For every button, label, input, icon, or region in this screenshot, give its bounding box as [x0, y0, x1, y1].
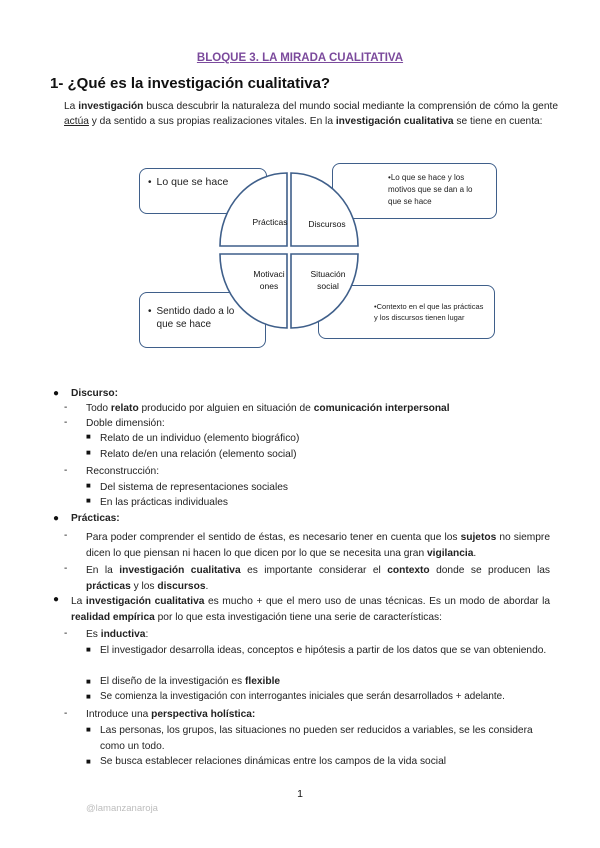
cualitativa-paragraph: La investigación cualitativa es mucho + que el mero uso de unas técnicas. Es un modo de abordar la realidad empírica por lo que esta investigación tiene una serie de características: [71, 596, 550, 623]
square-bullet: ■ [86, 725, 91, 734]
square-bullet: ■ [86, 645, 91, 654]
label-practicas: Prácticas [252, 217, 288, 227]
square-bullet: ■ [86, 677, 91, 686]
square-bullet: ■ [86, 757, 91, 766]
section-heading: 1- ¿Qué es la investigación cualitativa? [50, 75, 331, 92]
inductiva-sub-3: Se comienza la investigación con interrogantes iniciales que serán desarrollados + adelante. [100, 691, 505, 702]
square-bullet: ■ [86, 692, 91, 701]
box-lo-que-se-hace: • Lo que se hace [139, 168, 267, 214]
watermark: @lamanzanaroja [86, 803, 158, 814]
cycle-diagram [218, 172, 360, 331]
quadrant-practicas [220, 173, 287, 246]
dash: - [64, 563, 68, 574]
discurso-sub-4: En las prácticas individuales [100, 497, 228, 508]
practicas-label: Prácticas: [71, 513, 120, 524]
discurso-sub-1: Relato de un individuo (elemento biográfico) [100, 433, 300, 444]
label-discursos: Discursos [308, 219, 346, 229]
holistica-sub-2: Se busca establecer relaciones dinámicas entre los campos de la vida social [100, 756, 446, 767]
holistica-item: Introduce una perspectiva holística: [86, 709, 256, 720]
square-bullet: ■ [86, 496, 91, 505]
dash: - [64, 465, 68, 476]
inductiva-item: Es inductiva: [86, 629, 149, 640]
dash: - [64, 628, 68, 639]
discurso-sub-3: Del sistema de representaciones sociales [100, 482, 288, 493]
inductiva-sub-2: El diseño de la investigación es flexible [100, 676, 281, 687]
inductiva-sub-1: El investigador desarrolla ideas, conceptos e hipótesis a partir de los datos que se van obteniendo. [100, 645, 547, 656]
box-sentido-dado: • Sentido dado a lo que se hace [139, 292, 266, 348]
dash: - [64, 417, 68, 428]
square-bullet: ■ [86, 432, 91, 441]
square-bullet: ■ [86, 481, 91, 490]
document-title: BLOQUE 3. LA MIRADA CUALITATIVA [196, 52, 404, 64]
dash: - [64, 402, 68, 413]
discurso-item-2: Doble dimensión: [86, 418, 165, 429]
holistica-sub-1: Las personas, los grupos, las situaciones no pueden ser reducidos a variables, se les considera como un todo. [100, 725, 533, 752]
dash: - [64, 708, 68, 719]
bullet: ● [53, 513, 60, 524]
quadrant-discursos [291, 173, 358, 246]
square-bullet: ■ [86, 448, 91, 457]
page-number: 1 [297, 788, 303, 800]
box-lo-que-se-hace-y-motivos: •Lo que se hace y los motivos que se dan a lo que se hace [332, 163, 497, 219]
discurso-label: Discurso: [71, 388, 118, 399]
discurso-sub-2: Relato de/en una relación (elemento social) [100, 449, 297, 460]
practicas-item-2: En la investigación cualitativa es importante considerar el contexto donde se producen las prácticas y los discursos. [86, 565, 550, 592]
practicas-item-1: Para poder comprender el sentido de éstas, es necesario tener en cuenta que los sujetos no siempre dicen lo que piensan ni hacen lo que dicen por lo que se necesita una gran vigilancia. [86, 532, 550, 559]
label-motivaciones: Motivaci ones [253, 269, 285, 291]
bullet: ● [53, 594, 60, 605]
label-situacion-social: Situación social [310, 269, 346, 291]
discurso-item-1: Todo relato producido por alguien en situación de comunicación interpersonal [86, 403, 450, 414]
intro-paragraph: La investigación busca descubrir la naturaleza del mundo social mediante la comprensión de cómo la gente actúa y da sentido a sus propias realizaciones vitales. En la investigación cualitativa se tiene en cuenta: [64, 101, 558, 127]
box-contexto: •Contexto en el que las prácticas y los discursos tienen lugar [318, 285, 495, 339]
dash: - [64, 530, 68, 541]
bullet: ● [53, 388, 60, 399]
discurso-item-3: Reconstrucción: [86, 466, 160, 477]
